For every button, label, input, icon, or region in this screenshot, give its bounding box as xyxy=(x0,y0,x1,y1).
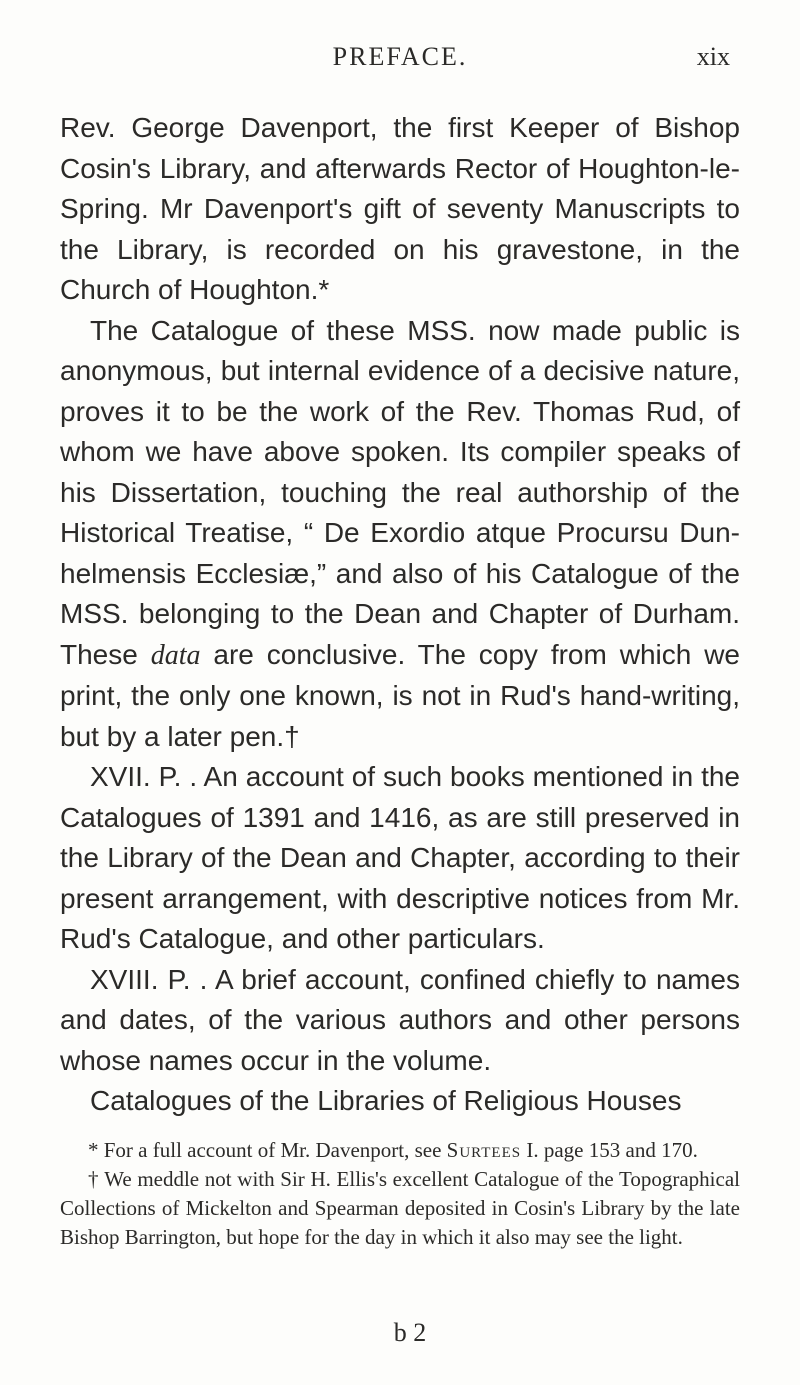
running-header xyxy=(60,42,740,82)
footnote-1-text-b: I. page 153 and 170. xyxy=(521,1138,698,1162)
paragraph-catalogue xyxy=(60,311,740,758)
footnote-2: † We meddle not with Sir H. Ellis's excellent Catalogue of the Topographical Collections of Mickelton and Spearman deposited in Cosin's Library by the late Bishop Barrington, but hope for the day in which it also may see the light. xyxy=(60,1167,740,1249)
paragraph-xviii: XVIII. P. . A brief account, confined chiefly to names and dates, of the various authors and other persons whose names occur in the volume. xyxy=(60,963,740,1076)
signature-mark: b 2 xyxy=(393,1318,427,1347)
paragraph-religious-houses: Catalogues of the Libraries of Religious Houses xyxy=(90,1085,682,1116)
paragraph-catalogue-text-b: are conclusive. The copy from which we print, the only one known, is not in Rud's hand-writing, but by a later pen.† xyxy=(60,638,740,752)
footnotes xyxy=(60,1136,740,1252)
footnote-1-surtees: Surtees xyxy=(446,1138,522,1162)
paragraph-davenport: Rev. George Davenport, the first Keeper of Bishop Cosin's Library, and afterwards Rector of Houghton-le-Spring. Mr Davenport's gift of seventy Manuscripts to the Library, is recorded on his gravestone, in the Church of Houghton.* xyxy=(60,112,740,305)
main-text xyxy=(60,108,740,1122)
page-number: xix xyxy=(696,42,730,71)
paragraph-catalogue-text-a: The Catalogue of these MSS. now made public is anonymous, but internal evidence of a decisive nature, proves it to be the work of the Rev. Thomas Rud, of whom we have above spoken. Its compiler speaks of his Dissertation, touching the real authorship of the Historical Treatise, “ De Exordio atque Procursu Dun-helmensis Ecclesiæ,” and also of his Catalogue of the MSS. belonging to the Dean and Chapter of Durham. These xyxy=(60,314,740,670)
italic-data: data xyxy=(150,639,201,671)
footnote-1-text-a: * For a full account of Mr. Davenport, see xyxy=(88,1138,447,1162)
paragraph-xvii: XVII. P. . An account of such books mentioned in the Catalogues of 1391 and 1416, as are still preserved in the Library of the Dean and Chapter, according to their present arrangement, with descriptive notices from Mr. Rud's Catalogue, and other particulars. xyxy=(60,761,740,954)
footnote-1 xyxy=(60,1136,740,1165)
running-title: PREFACE. xyxy=(332,42,468,71)
